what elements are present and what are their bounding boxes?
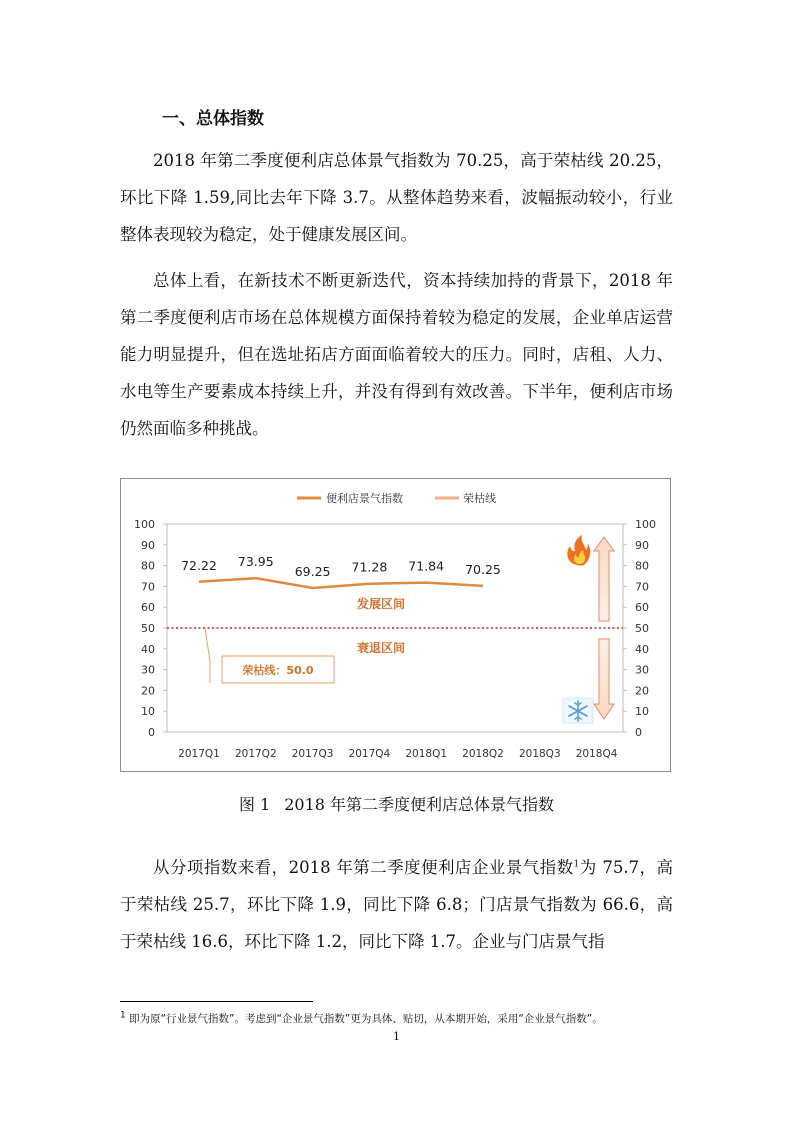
data-labels (181, 554, 501, 579)
y-tick-label-right: 90 (635, 538, 649, 552)
footnote-reference[interactable]: 1 (573, 859, 580, 870)
series-line-index (199, 578, 483, 588)
y-tick-label-left: 30 (141, 663, 155, 677)
figure-number: 图 1 (238, 795, 271, 814)
legend (297, 491, 496, 505)
paragraph-sub-indices-part2: 为 75.7，高于荣枯线 25.7，环比下降 1.9，同比下降 6.8；门店景气指数为 66.6，高于荣枯线 16.6，环比下降 1.2，同比下降 1.7。企业与门店景气指 (120, 858, 673, 951)
x-tick-label: 2018Q3 (518, 748, 561, 760)
y-tick-label-left: 100 (134, 518, 155, 531)
paragraph-sub-indices (120, 849, 673, 960)
y-tick-label-left: 20 (141, 684, 155, 698)
data-label: 71.84 (408, 558, 445, 574)
y-tick-label-left: 90 (141, 538, 155, 552)
footnote-text: 即为原“行业景气指数”。考虑到“企业景气指数”更为具体、贴切，从本期开始，采用“企业景气指数”。 (129, 1013, 603, 1025)
y-tick-label-right: 20 (635, 684, 649, 698)
down-arrow (594, 639, 614, 719)
page-number: 1 (393, 1030, 400, 1043)
up-arrow-shape (594, 537, 614, 621)
y-tick-label-right: 60 (635, 601, 649, 615)
x-tick-label: 2017Q4 (348, 748, 391, 760)
down-arrow-shape (594, 639, 614, 719)
fire-icon (567, 535, 590, 566)
y-tick-label-left: 60 (141, 601, 155, 615)
x-tick-label: 2018Q4 (575, 748, 618, 760)
y-tick-label-right: 70 (635, 580, 649, 594)
paragraph-overall-index: 2018 年第二季度便利店总体景气指数为 70.25，高于荣枯线 20.25，环比下降 1.59,同比去年下降 3.7。从整体趋势来看，波幅振动较小，行业整体表现较为稳定，处于健康发展区间。 (120, 151, 673, 244)
callout-leader-line (205, 628, 210, 683)
paragraph-sub-indices-part1: 从分项指数来看，2018 年第二季度便利店企业景气指数 (153, 858, 574, 877)
figure-caption-text: 2018 年第二季度便利店总体景气指数 (284, 795, 555, 814)
chart-figure (120, 478, 671, 772)
footnote-divider (120, 1001, 313, 1002)
y-tick-label-left: 80 (141, 559, 155, 573)
y-tick-label-left: 40 (141, 642, 155, 656)
legend-label-index: 便利店景气指数 (326, 492, 403, 505)
data-label: 72.22 (181, 557, 217, 573)
snowflake-icon (563, 698, 593, 723)
x-tick-label: 2017Q3 (291, 748, 334, 760)
y-axis-left (134, 518, 167, 739)
x-tick-label: 2017Q2 (234, 748, 277, 760)
y-tick-label-right: 100 (635, 518, 656, 531)
data-label: 73.95 (237, 554, 274, 570)
chart-svg (121, 479, 672, 773)
y-tick-label-right: 30 (635, 663, 649, 677)
data-label: 69.25 (294, 563, 331, 579)
section-heading: 一、总体指数 (162, 109, 264, 129)
threshold-callout (205, 628, 334, 683)
paragraph-market-overview: 总体上看，在新技术不断更新迭代，资本持续加持的背景下，2018 年第二季度便利店市场在总体规模方面保持着较为稳定的发展，企业单店运营能力明显提升，但在选址拓店方面面临着较大的压力。同时，店租、人力、水电等生产要素成本持续上升，并没有得到有效改善。下半年，便利店市场仍然面临多种挑战。 (120, 271, 673, 438)
up-arrow (594, 537, 614, 621)
data-label: 71.28 (351, 559, 388, 575)
y-tick-label-right: 80 (635, 559, 649, 573)
legend-label-threshold: 荣枯线 (463, 492, 496, 505)
zone-label-recession: 衰退区间 (356, 640, 406, 655)
y-tick-label-left: 70 (141, 580, 155, 594)
y-tick-label-left: 50 (141, 622, 155, 635)
y-tick-label-right: 0 (635, 726, 642, 739)
footnote (120, 1011, 680, 1026)
y-tick-label-right: 10 (635, 705, 649, 719)
y-tick-label-right: 50 (635, 622, 649, 635)
footnote-mark: 1 (120, 1010, 126, 1021)
figure-caption (0, 792, 793, 815)
x-tick-label: 2018Q1 (405, 748, 448, 760)
x-axis (178, 748, 618, 760)
y-tick-label-left: 10 (141, 705, 155, 719)
y-axis-right (623, 518, 656, 739)
y-tick-label-right: 40 (635, 642, 649, 656)
x-tick-label: 2018Q2 (462, 748, 504, 760)
callout-label: 荣枯线：50.0 (242, 664, 314, 677)
y-tick-label-left: 0 (148, 726, 155, 739)
data-label: 70.25 (465, 561, 501, 577)
x-tick-label: 2017Q1 (178, 748, 220, 760)
zone-label-development: 发展区间 (356, 597, 406, 612)
